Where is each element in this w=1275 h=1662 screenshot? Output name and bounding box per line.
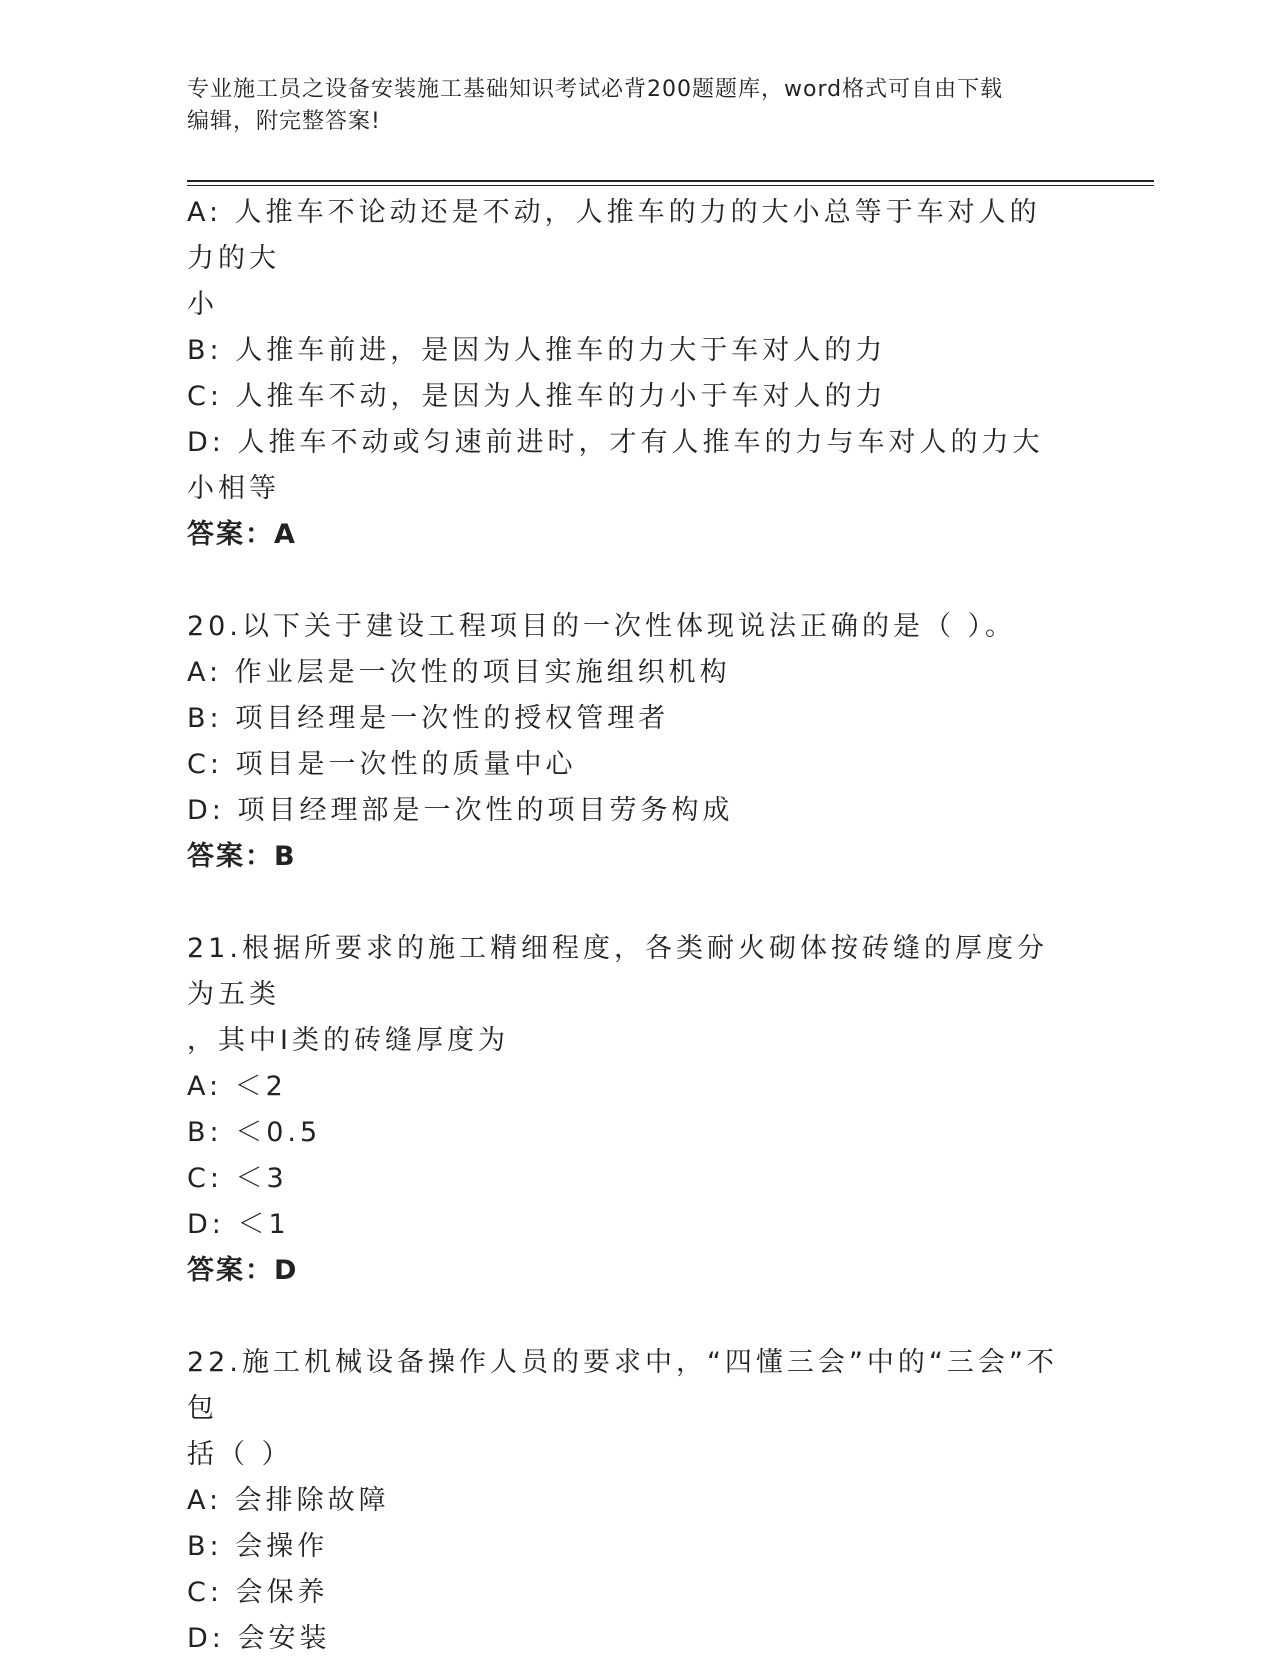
question-20 xyxy=(187,604,1067,880)
question-22 xyxy=(187,1340,1067,1662)
question-19 xyxy=(187,190,1067,558)
option-c: C: 会保养 xyxy=(187,1577,329,1608)
question-text-line-2: 括（ ） xyxy=(187,1439,293,1470)
header-divider-thick xyxy=(187,180,1154,182)
option-d: D: 会安装 xyxy=(187,1623,331,1654)
document-header xyxy=(187,74,1067,138)
spacer xyxy=(187,880,1067,926)
spacer xyxy=(187,1294,1067,1340)
option-b: B: 项目经理是一次性的授权管理者 xyxy=(187,703,670,734)
option-b: B: 人推车前进，是因为人推车的力大于车对人的力 xyxy=(187,335,887,366)
question-text-line-2: ，其中Ⅰ类的砖缝厚度为 xyxy=(187,1025,509,1056)
option-b: B: ＜0.5 xyxy=(187,1117,322,1148)
option-a-line-1: A: 人推车不论动还是不动，人推车的力的大小总等于车对人的力的大 xyxy=(187,197,1041,274)
option-b: B: 会操作 xyxy=(187,1531,329,1562)
answer: 答案：A xyxy=(187,519,297,550)
option-c: C: 项目是一次性的质量中心 xyxy=(187,749,577,780)
option-a: A: 会排除故障 xyxy=(187,1485,390,1516)
option-a: A: 作业层是一次性的项目实施组织机构 xyxy=(187,657,731,688)
question-text-line-1: 21.根据所要求的施工精细程度，各类耐火砌体按砖缝的厚度分为五类 xyxy=(187,933,1048,1010)
option-d: D: ＜1 xyxy=(187,1209,290,1240)
option-a-line-2: 小 xyxy=(187,289,218,320)
option-c: C: ＜3 xyxy=(187,1163,288,1194)
header-title-line-2: 编辑，附完整答案! xyxy=(187,109,381,134)
spacer xyxy=(187,558,1067,604)
header-divider-thin xyxy=(187,185,1154,186)
answer: 答案：B xyxy=(187,841,297,872)
option-a: A: ＜2 xyxy=(187,1071,287,1102)
question-text: 20.以下关于建设工程项目的一次性体现说法正确的是（ ）。 xyxy=(187,611,1017,642)
option-d: D: 项目经理部是一次性的项目劳务构成 xyxy=(187,795,734,826)
question-21 xyxy=(187,926,1067,1294)
question-text-line-1: 22.施工机械设备操作人员的要求中，“四懂三会”中的“三会”不包 xyxy=(187,1347,1058,1424)
answer: 答案：D xyxy=(187,1255,299,1286)
question-list xyxy=(187,190,1067,1662)
option-d: D: 人推车不动或匀速前进时，才有人推车的力与车对人的力大小相等 xyxy=(187,427,1044,504)
option-c: C: 人推车不动，是因为人推车的力小于车对人的力 xyxy=(187,381,887,412)
header-title-line-1: 专业施工员之设备安装施工基础知识考试必背200题题库，word格式可自由下载 xyxy=(187,77,1004,102)
